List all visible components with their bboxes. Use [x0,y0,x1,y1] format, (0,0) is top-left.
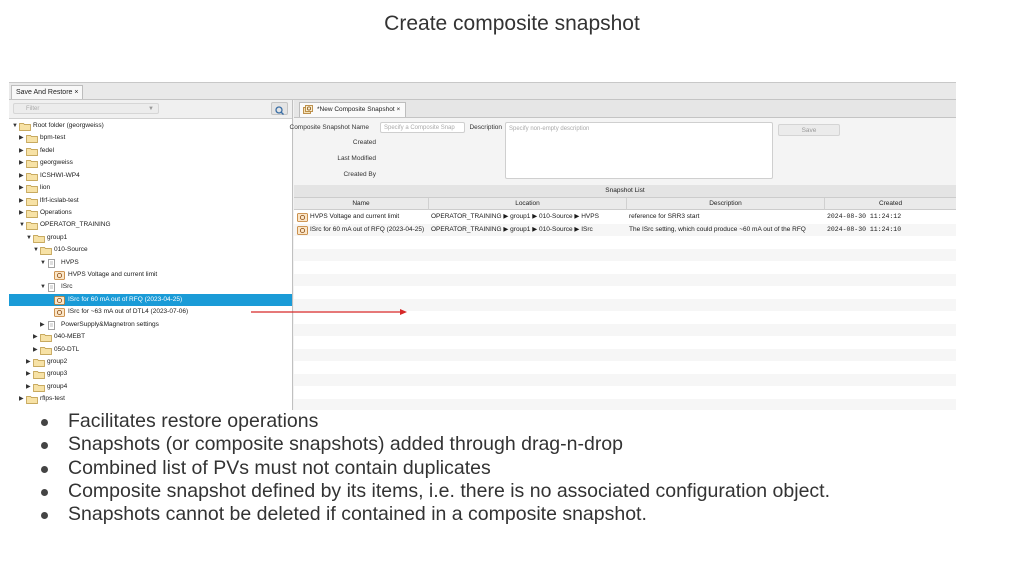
column-header-location[interactable]: Location [429,198,627,210]
bullet-item [40,457,1000,480]
folder-icon [19,122,31,131]
editor-tab-label: *New Composite Snapshot × [317,106,401,113]
new-composite-snapshot-tab[interactable] [299,102,406,117]
search-icon [272,105,287,116]
tree-node-label: lion [40,184,51,192]
tree-node[interactable] [9,219,292,231]
tree-node[interactable] [9,145,292,157]
table-row [294,249,956,262]
tree-node[interactable] [9,269,292,281]
tree-node[interactable] [9,306,292,318]
chevron-down-icon[interactable]: ▼ [148,106,154,112]
table-row [294,349,956,362]
folder-icon [26,209,38,218]
tree-node[interactable] [9,281,292,293]
tree-node[interactable] [9,356,292,368]
configuration-icon [47,283,56,292]
tree-node-label: 010-Source [54,246,88,254]
expand-toggle-icon[interactable]: ▶ [19,147,24,154]
cell-name [294,224,429,237]
folder-icon [26,221,38,230]
tree-node-label: HVPS Voltage and current limit [68,271,158,279]
folder-icon [26,184,38,193]
cell-name [294,211,429,224]
snapshot-list-table [294,185,956,410]
table-row [294,261,956,274]
tree-node-label: Operations [40,208,72,216]
table-row[interactable] [294,224,956,237]
bullet-text: Composite snapshot defined by its items, i.e. there is no associated configuration object. [68,479,831,502]
tree-node-label: PowerSupply&Magnetron settings [61,320,159,328]
table-row [294,324,956,337]
cell-description: The ISrc setting, which could produce ~60 mA out of the RFQ [629,225,806,233]
folder-icon [26,147,38,156]
tree-node-label: 050-DTL [54,345,80,353]
expand-toggle-icon[interactable]: ▶ [40,321,45,328]
tree-node-label: ISrc for 60 mA out of RFQ (2023-04-25) [68,295,183,303]
expand-toggle-icon[interactable]: ▼ [19,222,25,229]
folder-icon [26,172,38,181]
bullet-dot-icon [41,512,48,519]
tree-panel [9,100,293,410]
folder-icon [40,246,52,255]
bullet-item [40,410,1000,433]
tree-node-label: ISrc for ~63 mA out of DTL4 (2023-07-06) [68,308,189,316]
bullet-text: Snapshots (or composite snapshots) added through drag-n-drop [68,433,623,456]
slide-title: Create composite snapshot [384,12,640,35]
tree-node[interactable] [9,157,292,169]
folder-icon [26,395,38,404]
bullet-text: Snapshots cannot be deleted if contained in a composite snapshot. [68,503,647,526]
tree-node-label: ICSHWI-WP4 [40,171,80,179]
tree-node-label: fedel [40,146,55,154]
tree-node-label: 040-MEBT [54,333,86,341]
tree-node[interactable] [9,368,292,380]
cell-name-text: HVPS Voltage and current limit [310,213,400,220]
expand-toggle-icon[interactable]: ▶ [19,396,24,403]
configuration-icon [47,259,56,268]
expand-toggle-icon[interactable]: ▶ [19,172,24,179]
bullet-list [40,410,1000,526]
app-tab-bar [9,83,956,100]
snapshot-list-title: Snapshot List [294,185,956,198]
save-restore-tab[interactable]: Save And Restore × [11,85,83,99]
table-row [294,386,956,399]
tree-node-label: Root folder (georgweiss) [33,122,104,129]
expand-toggle-icon[interactable]: ▶ [19,160,24,167]
save-button[interactable]: Save [778,124,840,136]
folder-icon [33,234,45,243]
cell-location: OPERATOR_TRAINING ▶ group1 ▶ 010-Source ▶ HVPS [431,213,599,220]
expand-toggle-icon[interactable]: ▶ [26,359,31,366]
expand-toggle-icon[interactable]: ▶ [26,383,31,390]
snapshot-icon [54,296,65,305]
tree-node-label: bpm-test [40,134,66,142]
cell-created: 2024-08-30 11:24:12 [827,213,902,220]
table-row [294,299,956,312]
expand-toggle-icon[interactable]: ▶ [19,197,24,204]
filter-placeholder: Filter [26,106,40,112]
folder-icon [26,159,38,168]
tree-node[interactable] [9,381,292,393]
expand-toggle-icon[interactable]: ▶ [19,209,24,216]
tree-node[interactable] [9,232,292,244]
tree-node[interactable] [9,344,292,356]
composite-editor [289,100,956,410]
tree-node-label: OPERATOR_TRAINING [40,221,111,229]
table-row [294,399,956,411]
description-label: Description [469,124,502,131]
tree-node[interactable] [9,207,292,219]
table-row [294,374,956,387]
folder-icon [26,197,38,206]
expand-toggle-icon[interactable]: ▶ [19,185,24,192]
filter-bar [9,100,292,119]
bullet-text: Facilitates restore operations [68,410,319,432]
bullet-dot-icon [41,442,48,449]
tree-node[interactable] [9,319,292,331]
column-header-created[interactable]: Created [825,198,956,210]
expand-toggle-icon[interactable]: ▼ [26,234,32,241]
tree-node[interactable] [9,244,292,256]
node-tree [9,120,292,406]
bullet-text: Combined list of PVs must not contain duplicates [68,456,491,479]
cell-description: reference for SRR3 start [629,213,700,220]
table-row [294,361,956,374]
created-by-label: Created By [343,171,376,178]
folder-icon [33,383,45,392]
bullet-item [40,480,1000,503]
expand-toggle-icon[interactable]: ▶ [19,135,24,142]
tree-node-label: group2 [47,358,68,366]
expand-toggle-icon[interactable]: ▼ [33,247,39,254]
table-row [294,286,956,299]
tree-node[interactable] [9,294,292,306]
tree-node-label: group1 [47,233,68,241]
tree-node-label: group4 [47,382,68,390]
snapshot-name-label: Composite Snapshot Name [289,124,369,131]
bullet-dot-icon [41,419,48,426]
tree-node[interactable] [9,195,292,207]
tree-node[interactable] [9,120,292,132]
tree-node-label: georgweiss [40,159,73,167]
description-input[interactable]: Specify non-empty description [505,122,773,179]
snapshot-icon [297,226,308,235]
table-row [294,236,956,249]
cell-name-text: ISrc for 60 mA out of RFQ (2023-04-25) [310,225,425,233]
editor-tab-bar [294,100,956,118]
bullet-dot-icon [41,466,48,473]
snapshot-icon [297,213,308,222]
cell-created: 2024-08-30 11:24:10 [827,225,902,233]
filter-input[interactable] [13,103,159,114]
snapshot-name-input[interactable]: Specify a Composite Snap [380,122,465,133]
table-row [294,274,956,287]
folder-icon [33,370,45,379]
composite-snapshot-icon [303,105,314,115]
created-label: Created [352,139,376,146]
tree-node[interactable] [9,331,292,343]
bullet-item [40,433,1000,456]
column-header-description[interactable]: Description [627,198,825,210]
column-header-name[interactable]: Name [294,198,429,210]
expand-toggle-icon[interactable]: ▼ [12,123,18,129]
snapshot-icon [54,271,65,280]
configuration-icon [47,321,56,330]
tree-node[interactable] [9,182,292,194]
cell-location: OPERATOR_TRAINING ▶ group1 ▶ 010-Source ▶ ISrc [431,225,593,233]
tree-node-label: ISrc [61,283,73,291]
tree-node-label: rflps-test [40,395,65,403]
expand-toggle-icon[interactable]: ▼ [40,284,46,291]
snapshot-icon [54,308,65,317]
tree-node[interactable] [9,170,292,182]
folder-icon [26,134,38,143]
table-row [294,336,956,349]
tree-node[interactable] [9,257,292,269]
expand-toggle-icon[interactable]: ▼ [40,259,46,266]
bullet-dot-icon [41,489,48,496]
folder-icon [33,358,45,367]
save-restore-app [9,82,956,410]
expand-toggle-icon[interactable]: ▶ [26,371,31,378]
tree-node[interactable] [9,393,292,405]
table-row[interactable] [294,211,956,224]
folder-icon [40,346,52,355]
bullet-item [40,503,1000,526]
tree-node[interactable] [9,132,292,144]
table-row [294,311,956,324]
search-button[interactable] [271,102,288,115]
last-modified-label: Last Modified [337,155,376,162]
folder-icon [40,333,52,342]
expand-toggle-icon[interactable]: ▶ [33,334,38,341]
expand-toggle-icon[interactable]: ▶ [33,346,38,353]
tree-node-label: HVPS [61,258,79,266]
tree-node-label: lfrf-icslab-test [40,196,79,204]
tree-node-label: group3 [47,370,68,378]
